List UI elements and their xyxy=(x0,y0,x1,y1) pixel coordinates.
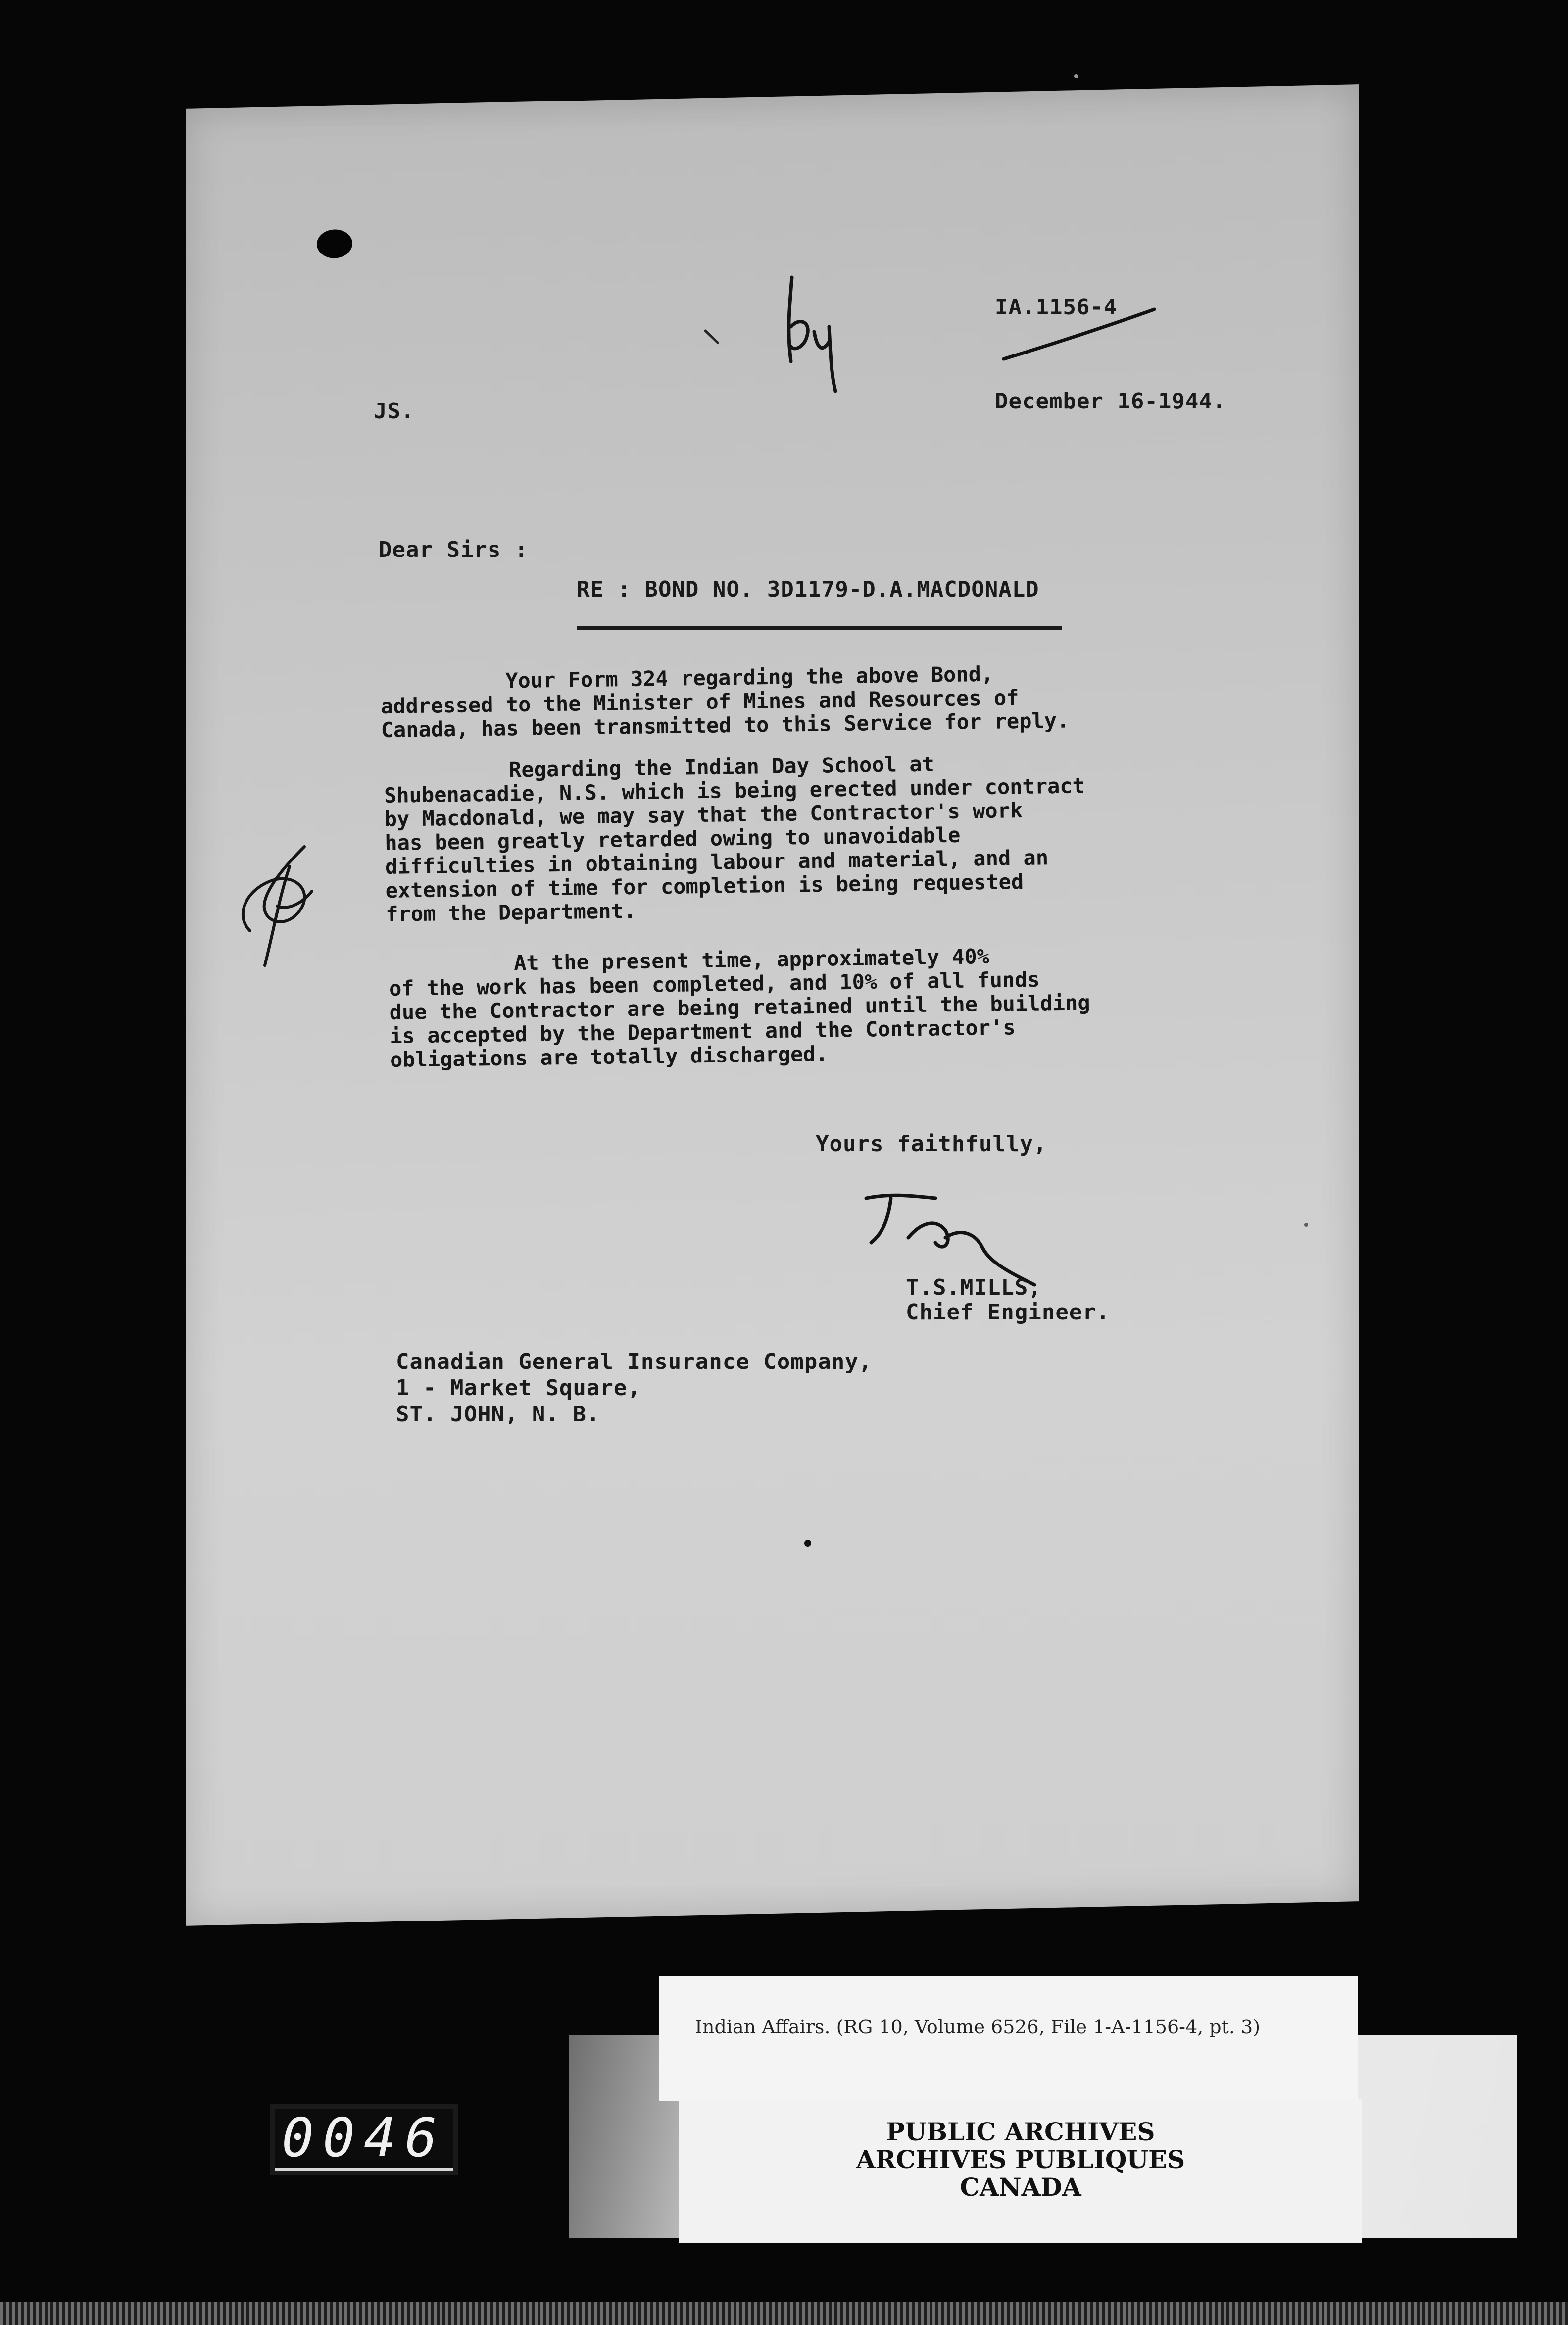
archives-line-english: PUBLIC ARCHIVES xyxy=(886,2117,1155,2146)
subject-line: RE : BOND NO. 3D1179-D.A.MACDONALD xyxy=(577,577,1039,602)
film-edge-strip xyxy=(0,2302,1568,2325)
film-speck xyxy=(1074,74,1078,78)
pen-tick-mark xyxy=(703,327,723,347)
file-reference: IA.1156-4 xyxy=(995,295,1118,320)
recipient-company: Canadian General Insurance Company, xyxy=(396,1349,873,1374)
typist-initials: JS. xyxy=(374,399,415,424)
archives-line-country: CANADA xyxy=(960,2173,1081,2202)
salutation: Dear Sirs : xyxy=(379,537,529,562)
handwritten-initial-mark xyxy=(777,267,841,396)
closing: Yours faithfully, xyxy=(816,1131,1047,1157)
paper-speck xyxy=(1304,1223,1308,1227)
signature xyxy=(861,1183,1039,1287)
body-paragraph-1: Your Form 324 regarding the above Bond, addressed to the Minister of Mines and Resources of Canada, has been transmitted to this Service for reply. xyxy=(380,661,1070,742)
archives-stamp-label xyxy=(679,2099,1362,2243)
subject-underline xyxy=(577,626,1062,630)
paper-speck xyxy=(804,1540,811,1547)
signer-name: T.S.MILLS, xyxy=(906,1275,1042,1300)
punch-hole xyxy=(317,229,352,259)
body-paragraph-3: At the present time, approximately 40% of the work has been completed, and 10% of all funds due the Contractor are being retained until the building is accepted by the Department and the Contractor's obligations are totally discharged. xyxy=(388,944,1090,1072)
letter-date: December 16-1944. xyxy=(995,389,1226,414)
recipient-street: 1 - Market Square, xyxy=(396,1375,641,1401)
frame-number: 0046 xyxy=(281,2107,446,2169)
archives-line-french: ARCHIVES PUBLIQUES xyxy=(856,2145,1185,2174)
archive-reference-label xyxy=(659,1976,1358,2101)
body-paragraph-2: Regarding the Indian Day School at Shubenacadie, N.S. which is being erected under contract by Macdonald, we may say that the Contractor's work has been greatly retarded owing to unavoidable difficulties in obtaining labour and material, and an extension of time for completion is being requested from the Department. xyxy=(383,752,1085,926)
file-reference-underline xyxy=(1000,300,1158,364)
frame-counter xyxy=(275,2109,453,2171)
recipient-city: ST. JOHN, N. B. xyxy=(396,1402,600,1427)
margin-handwritten-annotation xyxy=(230,837,324,980)
archive-reference-text: Indian Affairs. (RG 10, Volume 6526, File 1-A-1156-4, pt. 3) xyxy=(695,2016,1261,2038)
signer-title: Chief Engineer. xyxy=(906,1300,1110,1325)
